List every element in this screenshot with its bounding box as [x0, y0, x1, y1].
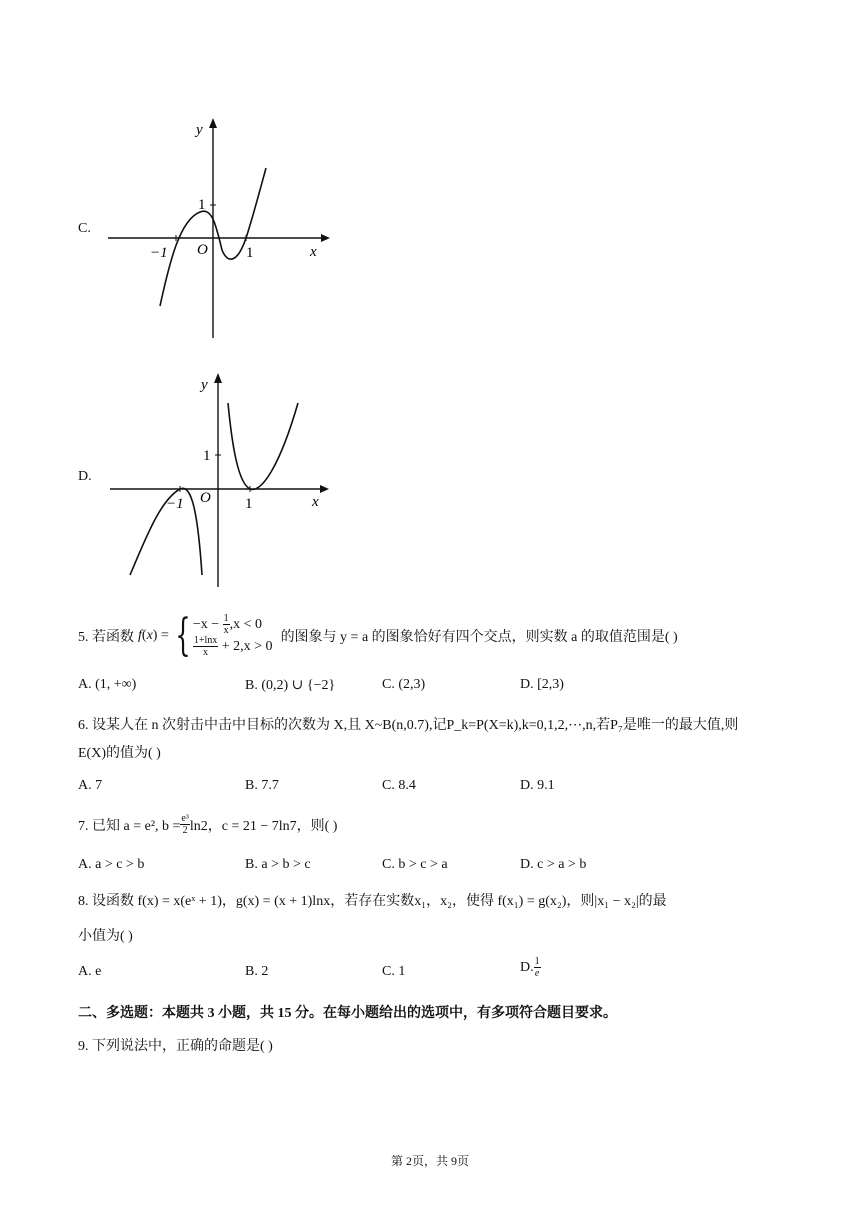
graph-c-tick-1x: 1: [246, 245, 254, 261]
q7-option-c[interactable]: C. b > c > a: [382, 857, 448, 872]
q5-stem: 5. 若函数 f(x) = { −x − $\frac{1}{x}$ ,x < 0 $\frac{1+\ln x}{x}$ + 2,x > 0 的图象与 y = a 的图象恰好有四个交点，则实数 a 的取值范围是( ): [78, 610, 678, 661]
q8-stem-line2: 小值为( ): [78, 929, 133, 944]
q8-option-d-fraction: $\frac{1}{e}$: [534, 956, 540, 979]
q8-option-b[interactable]: B. 2: [245, 964, 269, 979]
q6-option-a[interactable]: A. 7: [78, 778, 103, 793]
graph-d-y-label: y: [201, 377, 208, 393]
q7-option-a[interactable]: A. a > c > b: [78, 857, 145, 872]
option-d-label: D.: [78, 469, 92, 484]
graph-c-tick-neg1: −1: [150, 245, 168, 261]
q5-piece-1: −x − $\frac{1}{x}$ ,x < 0: [192, 613, 263, 636]
graph-c-y-label: y: [196, 122, 203, 138]
q8-option-d[interactable]: D. $\frac{1}{e}$: [520, 956, 540, 979]
graph-c: [100, 110, 340, 350]
q8-option-c[interactable]: C. 1: [382, 964, 406, 979]
option-c-label: C.: [78, 221, 91, 236]
graph-d: [100, 365, 340, 590]
q5-piece-2: $\frac{1+\ln x}{x}$ + 2,x > 0: [193, 635, 273, 658]
q5-option-d[interactable]: D. [2,3): [520, 677, 564, 692]
q8-stem-line1: 8. 设函数 f(x) = x(eˣ + 1)，g(x) = (x + 1)lnx，若存在实数x₁，x₂，使得 f(x₁) = g(x₂)，则|x₁ − x₂|的最: [78, 894, 667, 909]
section-2-heading: 二、多选题：本题共 3 小题，共 15 分。在每小题给出的选项中，有多项符合题目要求。: [78, 1006, 617, 1021]
q7-option-b[interactable]: B. a > b > c: [245, 857, 311, 872]
graph-c-x-label: x: [310, 244, 317, 260]
q6-option-c[interactable]: C. 8.4: [382, 778, 416, 793]
q7-option-d[interactable]: D. c > a > b: [520, 857, 587, 872]
q6-option-b[interactable]: B. 7.7: [245, 778, 279, 793]
q5-option-b[interactable]: B. (0,2) ∪ {−2}: [245, 678, 336, 693]
q6-stem-line1: 6. 设某人在 n 次射击中击中目标的次数为 X,且 X~B(n,0.7),记P_k=P(X=k),k=0,1,2,⋯,n,若P₇是唯一的最大值,则: [78, 718, 739, 733]
q5-option-a[interactable]: A. (1, +∞): [78, 677, 137, 692]
graph-d-tick-neg1: −1: [166, 496, 184, 512]
graph-c-tick-1y: 1: [198, 197, 206, 213]
q8-option-a[interactable]: A. e: [78, 964, 102, 979]
graph-d-curve-right: [228, 403, 298, 489]
q7-stem: 7. 已知 a = e², b = $\frac{\text{e³}}{2}$ ln2，c = 21 − 7ln7，则( ): [78, 813, 338, 836]
graph-d-tick-1x: 1: [245, 496, 253, 512]
graph-d-origin: O: [200, 490, 211, 506]
graph-c-origin: O: [197, 242, 208, 258]
q5-brace: {: [175, 610, 191, 661]
page-footer: 第 2页，共 9页: [390, 1154, 469, 1168]
graph-c-x-arrow: [321, 234, 330, 242]
q6-stem-line2: E(X)的值为( ): [78, 746, 161, 761]
graph-d-y-arrow: [214, 373, 222, 383]
graph-c-y-arrow: [209, 118, 217, 128]
q5-option-c[interactable]: C. (2,3): [382, 677, 426, 692]
graph-d-tick-1y: 1: [203, 448, 211, 464]
q9-stem: 9. 下列说法中，正确的命题是( ): [78, 1039, 273, 1054]
graph-d-x-arrow: [320, 485, 329, 493]
q6-option-d[interactable]: D. 9.1: [520, 778, 555, 793]
q7-fraction: $\frac{\text{e³}}{2}$: [181, 813, 189, 836]
graph-d-x-label: x: [312, 494, 319, 510]
